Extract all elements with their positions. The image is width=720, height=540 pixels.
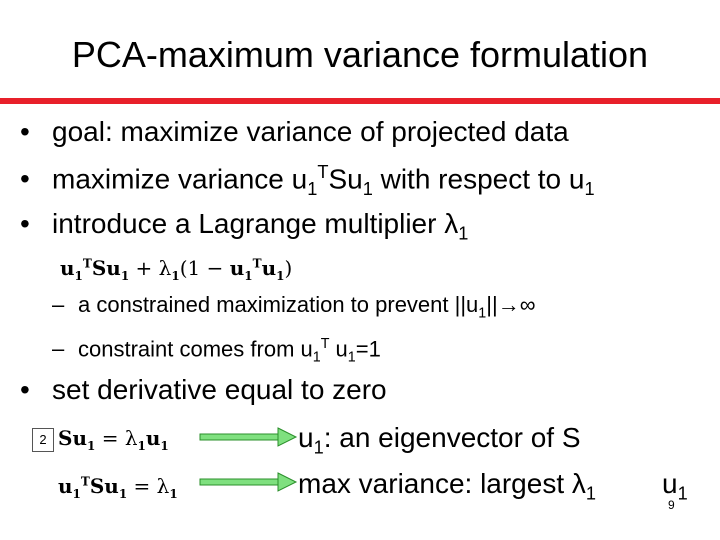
eq-operator: ) (284, 256, 293, 280)
subscript: 1 (313, 437, 324, 458)
sub-bullet-text: u (329, 336, 348, 362)
subscript: 1 (171, 269, 180, 283)
subscript: 1 (307, 178, 318, 199)
bullet-marker: • (20, 208, 30, 239)
result-max-variance (298, 468, 596, 505)
subscript: 1 (362, 178, 373, 199)
eq-term: u (145, 426, 161, 450)
bullet-derivative (20, 374, 387, 406)
subscript: 1 (169, 487, 178, 501)
result-text: u (298, 422, 314, 453)
page-number: 9 (668, 498, 675, 512)
lagrangian-equation (60, 256, 292, 283)
green-arrows (198, 422, 298, 502)
subscript: 1 (244, 269, 253, 283)
subscript: 1 (86, 439, 96, 453)
subscript: 1 (458, 223, 469, 244)
eq-operator: = (127, 474, 157, 498)
superscript: T (82, 256, 92, 271)
eq-term: Su (91, 256, 121, 280)
superscript: T (252, 256, 262, 271)
eq-lambda: λ (124, 426, 138, 450)
eq-lambda: λ (158, 256, 172, 280)
eq-term: u (58, 474, 73, 498)
bullet-text: with respect to u (372, 163, 585, 195)
subscript: 1 (137, 439, 146, 453)
superscript: T (317, 162, 329, 182)
bullet-goal (20, 116, 569, 148)
subscript: 1 (118, 487, 128, 501)
bullet-text: Su (328, 163, 363, 195)
title-divider (0, 98, 720, 104)
right-arrow-icon: → (497, 292, 520, 317)
subscript: 1 (677, 483, 688, 504)
superscript: T (80, 474, 90, 489)
sub-bullet-text: || (486, 292, 498, 317)
bullet-text: goal: maximize variance of projected data (52, 116, 569, 147)
dash-marker: – (52, 336, 65, 362)
subscript: 1 (347, 349, 356, 366)
infinity-symbol: ∞ (519, 292, 536, 317)
eq-operator: (1 − (179, 256, 230, 280)
bullet-marker: • (20, 116, 30, 147)
slide-title: PCA-maximum variance formulation (71, 34, 649, 75)
eigen-equation (58, 426, 169, 453)
result-text: max variance: largest λ (298, 468, 586, 499)
subscript: 1 (72, 487, 81, 501)
dash-marker: – (52, 292, 65, 317)
subscript: 1 (276, 269, 285, 283)
sub-bullet-text: constraint comes from u (78, 336, 313, 362)
eq-operator: = (95, 426, 125, 450)
eq-term: u (60, 256, 75, 280)
subscript: 1 (160, 439, 169, 453)
eq-lambda: λ (156, 474, 170, 498)
subscript: 1 (74, 269, 83, 283)
bullet-text: introduce a Lagrange multiplier λ (52, 208, 459, 239)
subscript: 1 (312, 349, 321, 366)
eq-term: Su (89, 474, 119, 498)
equation-number: 2 (32, 428, 54, 452)
bullet-marker: • (20, 374, 30, 405)
subscript: 1 (120, 269, 130, 283)
result-text: : an eigenvector of S (323, 422, 581, 453)
superscript: T (320, 336, 330, 352)
bullet-text: maximize variance u (52, 163, 308, 195)
subscript: 1 (584, 178, 595, 199)
subscript: 1 (585, 483, 597, 504)
sub-bullet-text: =1 (355, 336, 381, 362)
eq-term: Su (58, 426, 87, 450)
bullet-marker: • (20, 163, 30, 195)
arrow-to-max-variance (200, 473, 296, 491)
subscript: 1 (478, 305, 487, 322)
result-eigenvector (298, 422, 581, 459)
sub-bullet-text: a constrained maximization to prevent ||u (78, 292, 479, 317)
bullet-maximize-variance (20, 162, 595, 200)
arrow-to-eigenvector (200, 428, 296, 446)
eq-term: u (229, 256, 245, 280)
eq-operator: + (129, 256, 159, 280)
bullet-text: set derivative equal to zero (52, 374, 387, 405)
eq-term: u (261, 256, 277, 280)
result-text: u (662, 468, 678, 499)
sub-bullet-constraint (52, 336, 381, 366)
variance-equation (58, 474, 178, 501)
sub-bullet-constrained (52, 292, 535, 321)
bullet-lagrange (20, 208, 468, 245)
